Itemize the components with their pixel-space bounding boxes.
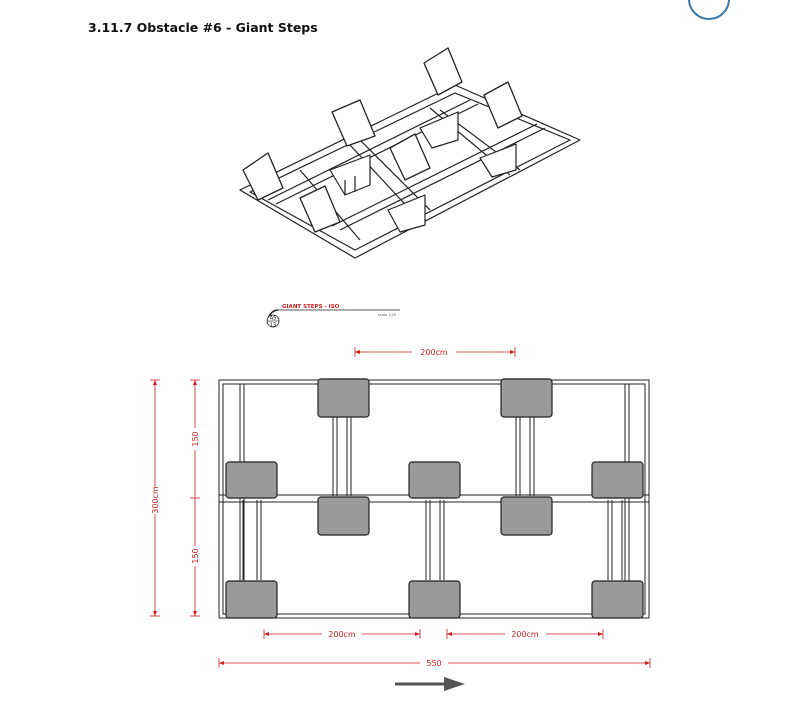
dim-bottom-right: 200cm — [511, 630, 539, 639]
plan-frame-inner — [223, 384, 645, 614]
iso-scale: scale 1:25 — [378, 313, 396, 317]
dim-upper-half: 150 — [191, 431, 200, 447]
step-panel — [592, 462, 643, 498]
step-panel — [409, 581, 460, 618]
dim-top-width: 200cm — [420, 348, 448, 357]
section-heading: 3.11.7 Obstacle #6 - Giant Steps — [88, 20, 318, 35]
step-panel — [318, 497, 369, 535]
step-panel — [501, 379, 552, 417]
step-panel — [226, 581, 277, 618]
step-panel — [318, 379, 369, 417]
badge-top: A5 — [269, 315, 277, 322]
direction-arrow-icon — [395, 677, 465, 691]
dim-total-length: 550 — [426, 659, 442, 668]
step-panel — [409, 462, 460, 498]
iso-title: GIANT STEPS - ISO — [282, 304, 340, 310]
dim-total-height: 300cm — [151, 486, 160, 514]
step-panel — [501, 497, 552, 535]
dim-bottom-left: 200cm — [328, 630, 356, 639]
step-panel — [226, 462, 277, 498]
dim-lower-half: 150 — [191, 548, 200, 564]
step-panel — [592, 581, 643, 618]
badge-bottom: 13 — [269, 322, 277, 329]
